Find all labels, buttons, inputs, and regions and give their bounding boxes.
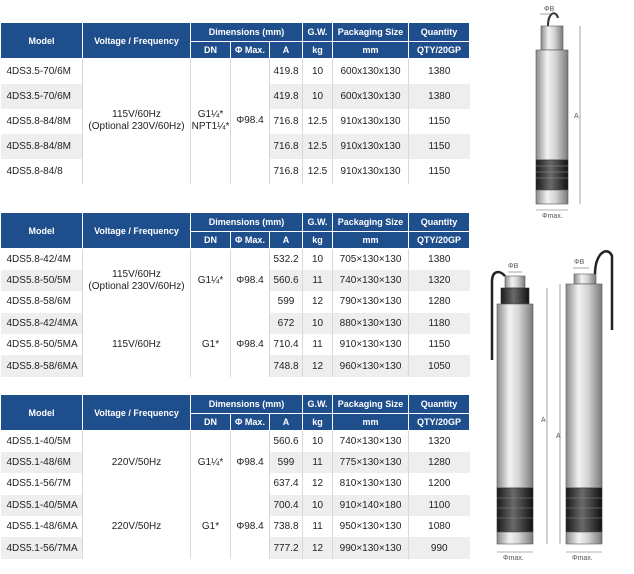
dim-label-b-small: ΦB bbox=[544, 6, 555, 13]
header-voltage: Voltage / Frequency bbox=[83, 23, 191, 59]
header-mm: mm bbox=[333, 414, 409, 431]
pack-cell: 990×130×130 bbox=[333, 537, 409, 558]
qty-cell: 1150 bbox=[409, 334, 470, 355]
qty-cell: 1080 bbox=[409, 516, 470, 537]
header-dimensions: Dimensions (mm) bbox=[191, 213, 303, 232]
a-cell: 738.8 bbox=[270, 516, 303, 537]
pack-cell: 775×130×130 bbox=[333, 452, 409, 473]
dim-label-max-small: Φmax. bbox=[542, 213, 563, 220]
header-kg: kg bbox=[303, 232, 333, 249]
a-cell: 777.2 bbox=[270, 537, 303, 558]
kg-cell: 12 bbox=[303, 473, 333, 494]
pack-cell: 910×140×180 bbox=[333, 495, 409, 516]
voltage-cell: 115V/60Hz (Optional 230V/60Hz) bbox=[83, 59, 191, 184]
header-model: Model bbox=[1, 23, 83, 59]
qty-cell: 1320 bbox=[409, 431, 470, 452]
header-qty-unit: QTY/20GP bbox=[409, 42, 470, 59]
a-cell: 599 bbox=[270, 291, 303, 312]
header-a: A bbox=[270, 414, 303, 431]
qty-cell: 1100 bbox=[409, 495, 470, 516]
model-cell: 4DS5.1-56/7M bbox=[1, 473, 83, 494]
header-a: A bbox=[270, 232, 303, 249]
voltage-cell: 220V/50Hz bbox=[83, 431, 191, 495]
pump-drawing-large-1 bbox=[492, 263, 547, 562]
a-cell: 560.6 bbox=[270, 270, 303, 291]
a-cell: 672 bbox=[270, 313, 303, 334]
kg-cell: 12 bbox=[303, 355, 333, 376]
kg-cell: 10 bbox=[303, 431, 333, 452]
pump-drawing-large-2 bbox=[556, 251, 612, 562]
kg-cell: 12.5 bbox=[303, 109, 333, 134]
a-cell: 748.8 bbox=[270, 355, 303, 376]
qty-cell: 1380 bbox=[409, 249, 470, 270]
pump-drawing-small bbox=[536, 6, 580, 220]
model-cell: 4DS5.1-48/6M bbox=[1, 452, 83, 473]
header-phi: Φ Max. bbox=[231, 42, 270, 59]
kg-cell: 11 bbox=[303, 270, 333, 291]
qty-cell: 1150 bbox=[409, 134, 470, 159]
a-cell: 599 bbox=[270, 452, 303, 473]
qty-cell: 1280 bbox=[409, 452, 470, 473]
pack-cell: 790×130×130 bbox=[333, 291, 409, 312]
pack-cell: 740×130×130 bbox=[333, 270, 409, 291]
header-dimensions: Dimensions (mm) bbox=[191, 395, 303, 414]
dn-cell: G1¼* bbox=[191, 249, 231, 313]
header-kg: kg bbox=[303, 42, 333, 59]
model-cell: 4DS5.8-50/5M bbox=[1, 270, 83, 291]
phi-cell: Φ98.4 bbox=[231, 313, 270, 377]
dim-label-a-small: A bbox=[574, 113, 579, 120]
kg-cell: 10 bbox=[303, 495, 333, 516]
a-cell: 419.8 bbox=[270, 59, 303, 84]
a-cell: 716.8 bbox=[270, 134, 303, 159]
kg-cell: 11 bbox=[303, 334, 333, 355]
a-cell: 710.4 bbox=[270, 334, 303, 355]
header-quantity: Quantity bbox=[409, 23, 470, 42]
header-mm: mm bbox=[333, 232, 409, 249]
header-dn: DN bbox=[191, 232, 231, 249]
model-cell: 4DS5.1-40/5MA bbox=[1, 495, 83, 516]
dim-label-b-2: ΦB bbox=[574, 259, 585, 266]
qty-cell: 1380 bbox=[409, 59, 470, 84]
model-cell: 4DS5.1-48/6MA bbox=[1, 516, 83, 537]
pack-cell: 910×130×130 bbox=[333, 334, 409, 355]
phi-cell: Φ98.4 bbox=[231, 495, 270, 559]
voltage-cell: 220V/50Hz bbox=[83, 495, 191, 559]
qty-cell: 1280 bbox=[409, 291, 470, 312]
dn-cell: G1* bbox=[191, 495, 231, 559]
pack-cell: 705×130×130 bbox=[333, 249, 409, 270]
header-kg: kg bbox=[303, 414, 333, 431]
kg-cell: 12 bbox=[303, 537, 333, 558]
voltage-cell: 115V/60Hz (Optional 230V/60Hz) bbox=[83, 249, 191, 313]
qty-cell: 990 bbox=[409, 537, 470, 558]
header-voltage: Voltage / Frequency bbox=[83, 395, 191, 431]
kg-cell: 10 bbox=[303, 249, 333, 270]
model-cell: 4DS5.8-50/5MA bbox=[1, 334, 83, 355]
dim-label-max-1: Φmax. bbox=[503, 555, 524, 562]
header-quantity: Quantity bbox=[409, 395, 470, 414]
header-qty-unit: QTY/20GP bbox=[409, 414, 470, 431]
kg-cell: 11 bbox=[303, 452, 333, 473]
header-packaging: Packaging Size bbox=[333, 23, 409, 42]
model-cell: 4DS5.8-58/6M bbox=[1, 291, 83, 312]
a-cell: 419.8 bbox=[270, 84, 303, 109]
model-cell: 4DS5.1-40/5M bbox=[1, 431, 83, 452]
header-a: A bbox=[270, 42, 303, 59]
model-cell: 4DS5.8-42/4MA bbox=[1, 313, 83, 334]
header-mm: mm bbox=[333, 42, 409, 59]
kg-cell: 10 bbox=[303, 313, 333, 334]
a-cell: 700.4 bbox=[270, 495, 303, 516]
phi-cell: Φ98.4 bbox=[231, 431, 270, 495]
model-cell: 4DS5.8-58/6MA bbox=[1, 355, 83, 376]
header-dn: DN bbox=[191, 42, 231, 59]
dim-label-max-2: Φmax. bbox=[572, 555, 593, 562]
qty-cell: 1200 bbox=[409, 473, 470, 494]
header-packaging: Packaging Size bbox=[333, 213, 409, 232]
model-cell: 4DS3.5-70/6M bbox=[1, 84, 83, 109]
kg-cell: 11 bbox=[303, 516, 333, 537]
a-cell: 532.2 bbox=[270, 249, 303, 270]
kg-cell: 10 bbox=[303, 84, 333, 109]
pack-cell: 960×130×130 bbox=[333, 355, 409, 376]
header-model: Model bbox=[1, 213, 83, 249]
header-phi: Φ Max. bbox=[231, 232, 270, 249]
kg-cell: 12 bbox=[303, 291, 333, 312]
pack-cell: 810×130×130 bbox=[333, 473, 409, 494]
pack-cell: 740×130×130 bbox=[333, 431, 409, 452]
dim-label-a-1: A bbox=[541, 417, 546, 424]
header-qty-unit: QTY/20GP bbox=[409, 232, 470, 249]
header-gw: G.W. bbox=[303, 23, 333, 42]
pack-cell: 950×130×130 bbox=[333, 516, 409, 537]
model-cell: 4DS5.8-42/4M bbox=[1, 249, 83, 270]
dim-label-b-1: ΦB bbox=[508, 263, 519, 270]
header-gw: G.W. bbox=[303, 213, 333, 232]
pack-cell: 910x130x130 bbox=[333, 109, 409, 134]
qty-cell: 1320 bbox=[409, 270, 470, 291]
model-cell: 4DS3.5-70/6M bbox=[1, 59, 83, 84]
dim-label-a-2: A bbox=[556, 433, 561, 440]
pack-cell: 600x130x130 bbox=[333, 84, 409, 109]
header-dn: DN bbox=[191, 414, 231, 431]
qty-cell: 1150 bbox=[409, 159, 470, 184]
qty-cell: 1180 bbox=[409, 313, 470, 334]
pack-cell: 600x130x130 bbox=[333, 59, 409, 84]
header-packaging: Packaging Size bbox=[333, 395, 409, 414]
a-cell: 716.8 bbox=[270, 159, 303, 184]
header-quantity: Quantity bbox=[409, 213, 470, 232]
a-cell: 716.8 bbox=[270, 109, 303, 134]
header-dimensions: Dimensions (mm) bbox=[191, 23, 303, 42]
qty-cell: 1150 bbox=[409, 109, 470, 134]
kg-cell: 10 bbox=[303, 59, 333, 84]
pack-cell: 880×130×130 bbox=[333, 313, 409, 334]
header-voltage: Voltage / Frequency bbox=[83, 213, 191, 249]
model-cell: 4DS5.1-56/7MA bbox=[1, 537, 83, 558]
dn-cell: G1¼* NPT1¼* bbox=[191, 59, 231, 184]
dn-cell: G1* bbox=[191, 313, 231, 377]
a-cell: 560.6 bbox=[270, 431, 303, 452]
a-cell: 637.4 bbox=[270, 473, 303, 494]
voltage-cell: 115V/60Hz bbox=[83, 313, 191, 377]
header-model: Model bbox=[1, 395, 83, 431]
model-cell: 4DS5.8-84/8M bbox=[1, 109, 83, 134]
pack-cell: 910x130x130 bbox=[333, 159, 409, 184]
dn-cell: G1¼* bbox=[191, 431, 231, 495]
model-cell: 4DS5.8-84/8 bbox=[1, 159, 83, 184]
kg-cell: 12.5 bbox=[303, 134, 333, 159]
phi-cell: Φ98.4 bbox=[231, 249, 270, 313]
qty-cell: 1380 bbox=[409, 84, 470, 109]
kg-cell: 12.5 bbox=[303, 159, 333, 184]
pack-cell: 910x130x130 bbox=[333, 134, 409, 159]
model-cell: 4DS5.8-84/8M bbox=[1, 134, 83, 159]
qty-cell: 1050 bbox=[409, 355, 470, 376]
header-phi: Φ Max. bbox=[231, 414, 270, 431]
phi-cell: Φ98.4 bbox=[231, 59, 270, 184]
header-gw: G.W. bbox=[303, 395, 333, 414]
